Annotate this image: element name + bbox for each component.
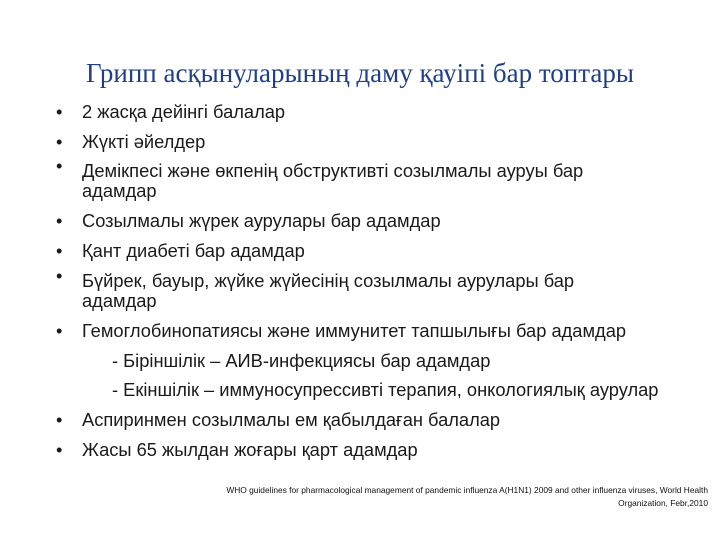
- list-item-text: Жүкті әйелдер: [82, 130, 206, 152]
- bullet-icon: •: [56, 240, 63, 262]
- slide-title: Грипп асқынуларының даму қауіпі бар топтары: [86, 58, 634, 88]
- list-item-text: Созылмалы жүрек аурулары бар адамдар: [82, 210, 441, 232]
- bullet-icon: •: [56, 319, 63, 341]
- bullet-icon: •: [56, 264, 63, 286]
- bullet-list: [56, 97, 706, 464]
- list-item-text: Гемоглобинопатиясы және иммунитет тапшылығы бар адамдар: [82, 319, 627, 341]
- list-item-text: Жасы 65 жылдан жоғары қарт адамдар: [82, 438, 418, 460]
- list-subitem: [56, 375, 706, 405]
- bullet-icon: •: [56, 155, 63, 177]
- list-item-text: 2 жасқа дейінгі балалар: [82, 101, 286, 122]
- bullet-icon: •: [56, 101, 63, 122]
- bullet-icon: •: [56, 438, 63, 460]
- footnote-line: WHO guidelines for pharmacological management of pandemic influenza A(H1N1) 2009 and other influenza viruses, World Health: [226, 485, 708, 495]
- bullet-icon: •: [56, 130, 63, 152]
- list-item-text: Аспиринмен созылмалы ем қабылдаған балалар: [82, 408, 501, 430]
- list-item: [56, 236, 706, 266]
- list-subitem-text: - Біріншілік – АИВ-инфекциясы бар адамдар: [112, 349, 491, 371]
- list-subitem: [56, 346, 706, 376]
- list-item-text: Қант диабеті бар адамдар: [82, 240, 305, 262]
- list-item: [56, 97, 706, 127]
- footnote-citation: [168, 484, 708, 510]
- list-item: [56, 127, 706, 157]
- list-subitem-text: - Екіншілік – иммуносупрессивті терапия, онкологиялық аурулар: [112, 379, 659, 401]
- bullet-icon: •: [56, 210, 63, 232]
- list-item: [56, 435, 706, 465]
- list-item: [56, 316, 706, 346]
- list-item: [56, 266, 706, 316]
- list-item-text: Демікпесі және өкпенің обструктивті созылмалы ауруы бар адамдар: [82, 160, 584, 202]
- list-item-text: Бүйрек, бауыр, жүйке жүйесінің созылмалы аурулары бар адамдар: [82, 269, 575, 311]
- footnote-line: Organization, Febr,2010: [618, 498, 708, 508]
- list-item: [56, 156, 706, 206]
- list-item: [56, 206, 706, 236]
- list-item: [56, 405, 706, 435]
- bullet-icon: •: [56, 408, 63, 430]
